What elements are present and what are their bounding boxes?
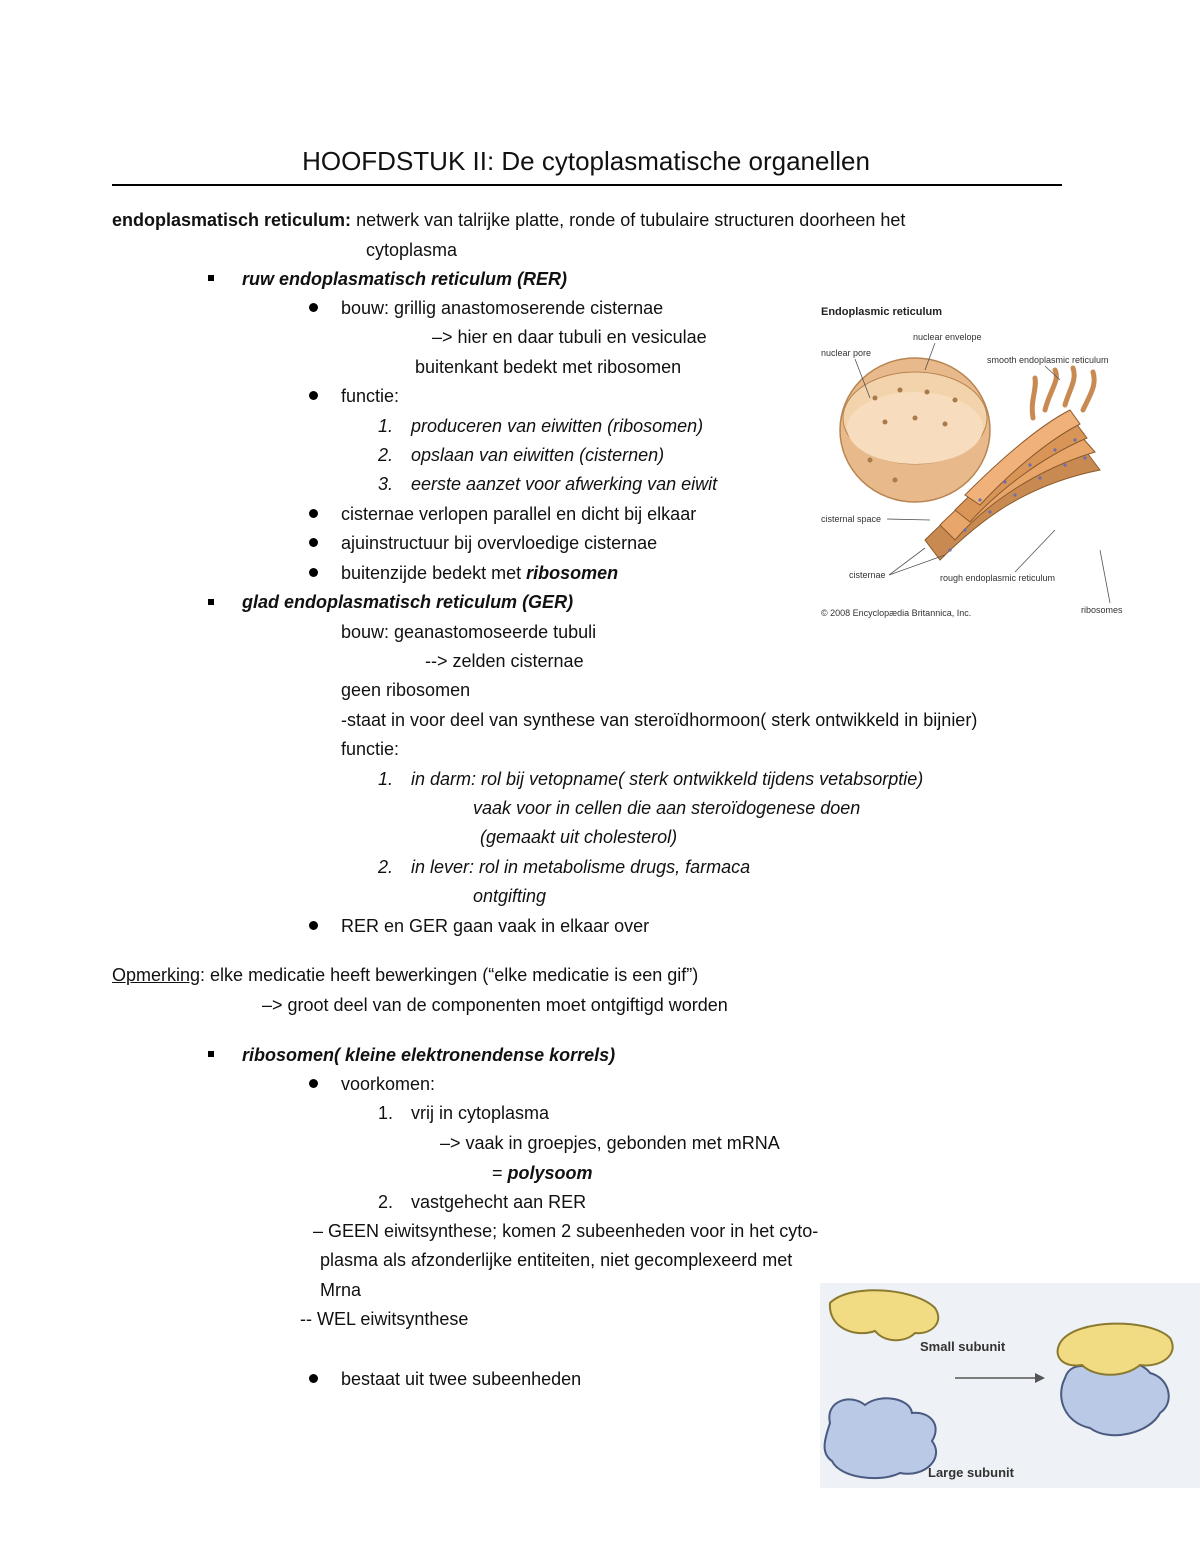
ribo-polysoom: polysoom bbox=[507, 1163, 593, 1183]
square-bullet bbox=[208, 1051, 214, 1057]
ribo-geen-2: plasma als afzonderlijke entiteiten, niet gecomplexeerd met bbox=[320, 1250, 793, 1270]
ribo-v1c bbox=[492, 1162, 593, 1184]
opmerking bbox=[112, 964, 698, 986]
er-label-rough-er: rough endoplasmic reticulum bbox=[940, 573, 1056, 583]
ribo-geen-1: – GEEN eiwitsynthese; komen 2 subeenheden voor in het cyto- bbox=[313, 1221, 819, 1241]
rer-bouw: bouw: grillig anastomoserende cisternae bbox=[341, 298, 664, 318]
ger-bouw: bouw: geanastomoseerde tubuli bbox=[341, 622, 597, 642]
er-definition-text: netwerk van talrijke platte, ronde of tubulaire structuren doorheen het bbox=[356, 210, 906, 230]
ribo-voorkomen: voorkomen: bbox=[341, 1074, 436, 1094]
small-subunit-label: Small subunit bbox=[920, 1339, 1006, 1354]
rer-bullet-1: cisternae verlopen parallel en dicht bij elkaar bbox=[341, 504, 697, 524]
opmerking-line-2: –> groot deel van de componenten moet ontgiftigd worden bbox=[262, 995, 728, 1015]
square-bullet bbox=[208, 599, 214, 605]
rer-heading: ruw endoplasmatisch reticulum (RER) bbox=[242, 269, 568, 289]
rer-functie-2: opslaan van eiwitten (cisternen) bbox=[411, 445, 665, 465]
large-subunit-label: Large subunit bbox=[928, 1465, 1014, 1480]
ribo-geen-3: Mrna bbox=[320, 1280, 362, 1300]
rer-functie-3: eerste aanzet voor afwerking van eiwit bbox=[411, 474, 718, 494]
rer-functie: functie: bbox=[341, 386, 400, 406]
ger-functie-1c: (gemaakt uit cholesterol) bbox=[480, 827, 678, 847]
round-bullet bbox=[309, 921, 318, 930]
er-label-smooth-er: smooth endoplasmic reticulum bbox=[987, 355, 1109, 365]
opmerking-label: Opmerking bbox=[112, 965, 201, 985]
ger-functie-1b: vaak voor in cellen die aan steroïdogenese doen bbox=[473, 798, 861, 818]
ribo-bestaat: bestaat uit twee subeenheden bbox=[341, 1369, 582, 1389]
ger-geen-ribosomen: geen ribosomen bbox=[341, 680, 471, 700]
round-bullet bbox=[309, 568, 318, 577]
list-number: 2. bbox=[378, 857, 394, 877]
rer-bouw-2: –> hier en daar tubuli en vesiculae bbox=[432, 327, 707, 347]
er-label-cisternal-space: cisternal space bbox=[821, 514, 882, 524]
rer-bullet-3-text: buitenzijde bedekt met bbox=[341, 563, 527, 583]
er-label-nuclear-envelope: nuclear envelope bbox=[913, 332, 982, 342]
round-bullet bbox=[309, 1079, 318, 1088]
ser-tubules bbox=[1032, 368, 1094, 418]
ger-bouw-2: --> zelden cisternae bbox=[425, 651, 584, 671]
ger-staat: -staat in voor deel van synthese van steroïdhormoon( sterk ontwikkeld in bijnier) bbox=[341, 710, 978, 730]
ger-functie-1: in darm: rol bij vetopname( sterk ontwikkeld tijdens vetabsorptie) bbox=[411, 769, 924, 789]
list-number: 2. bbox=[378, 1192, 394, 1212]
rer-bouw-3: buitenkant bedekt met ribosomen bbox=[415, 357, 682, 377]
er-label-nuclear-pore: nuclear pore bbox=[821, 348, 872, 358]
er-label-cisternae: cisternae bbox=[849, 570, 886, 580]
ribo-v1: vrij in cytoplasma bbox=[411, 1103, 550, 1123]
ribo-wel: -- WEL eiwitsynthese bbox=[300, 1309, 469, 1329]
list-number: 1. bbox=[378, 769, 394, 789]
rer-functie-1: produceren van eiwitten (ribosomen) bbox=[411, 416, 704, 436]
page-title: HOOFDSTUK II: De cytoplasmatische organellen bbox=[302, 146, 870, 176]
round-bullet bbox=[309, 538, 318, 547]
ger-overgang: RER en GER gaan vaak in elkaar over bbox=[341, 916, 650, 936]
opmerking-text: elke medicatie heeft bewerkingen (“elke medicatie is een gif”) bbox=[205, 965, 699, 985]
ribo-v1b: –> vaak in groepjes, gebonden met mRNA bbox=[440, 1133, 780, 1153]
er-illustration bbox=[815, 300, 1135, 620]
rer-bullet-2: ajuinstructuur bij overvloedige cisternae bbox=[341, 533, 658, 553]
er-copyright: © 2008 Encyclopædia Britannica, Inc. bbox=[821, 608, 972, 618]
ger-functie-2: in lever: rol in metabolisme drugs, farmaca bbox=[411, 857, 751, 877]
ribo-v1c-text: = bbox=[492, 1163, 508, 1183]
ger-heading: glad endoplasmatisch reticulum (GER) bbox=[242, 592, 574, 612]
er-label-ribosomes: ribosomes bbox=[1081, 605, 1123, 615]
round-bullet bbox=[309, 1374, 318, 1383]
nucleus-inner bbox=[847, 392, 983, 464]
ribo-heading: ribosomen( kleine elektronendense korrels) bbox=[242, 1045, 616, 1065]
er-heading: endoplasmatisch reticulum: bbox=[112, 210, 352, 230]
ribo-v2: vastgehecht aan RER bbox=[411, 1192, 587, 1212]
rer-bullet-3-emphasis: ribosomen bbox=[526, 563, 619, 583]
round-bullet bbox=[309, 391, 318, 400]
square-bullet bbox=[208, 275, 214, 281]
ribosome-illustration bbox=[820, 1283, 1200, 1488]
opmerking-colon: : bbox=[200, 965, 206, 985]
ger-functie-2b: ontgifting bbox=[473, 886, 547, 906]
er-figure-title: Endoplasmic reticulum bbox=[821, 306, 943, 318]
er-definition-cont: cytoplasma bbox=[366, 240, 458, 260]
round-bullet bbox=[309, 509, 318, 518]
list-number: 1. bbox=[378, 416, 394, 436]
list-number: 3. bbox=[378, 474, 394, 494]
title-rule bbox=[112, 184, 1062, 186]
list-number: 1. bbox=[378, 1103, 394, 1123]
ger-functie: functie: bbox=[341, 739, 400, 759]
round-bullet bbox=[309, 303, 318, 312]
list-number: 2. bbox=[378, 445, 394, 465]
er-definition bbox=[112, 209, 905, 231]
rer-bullet-3 bbox=[341, 562, 618, 584]
